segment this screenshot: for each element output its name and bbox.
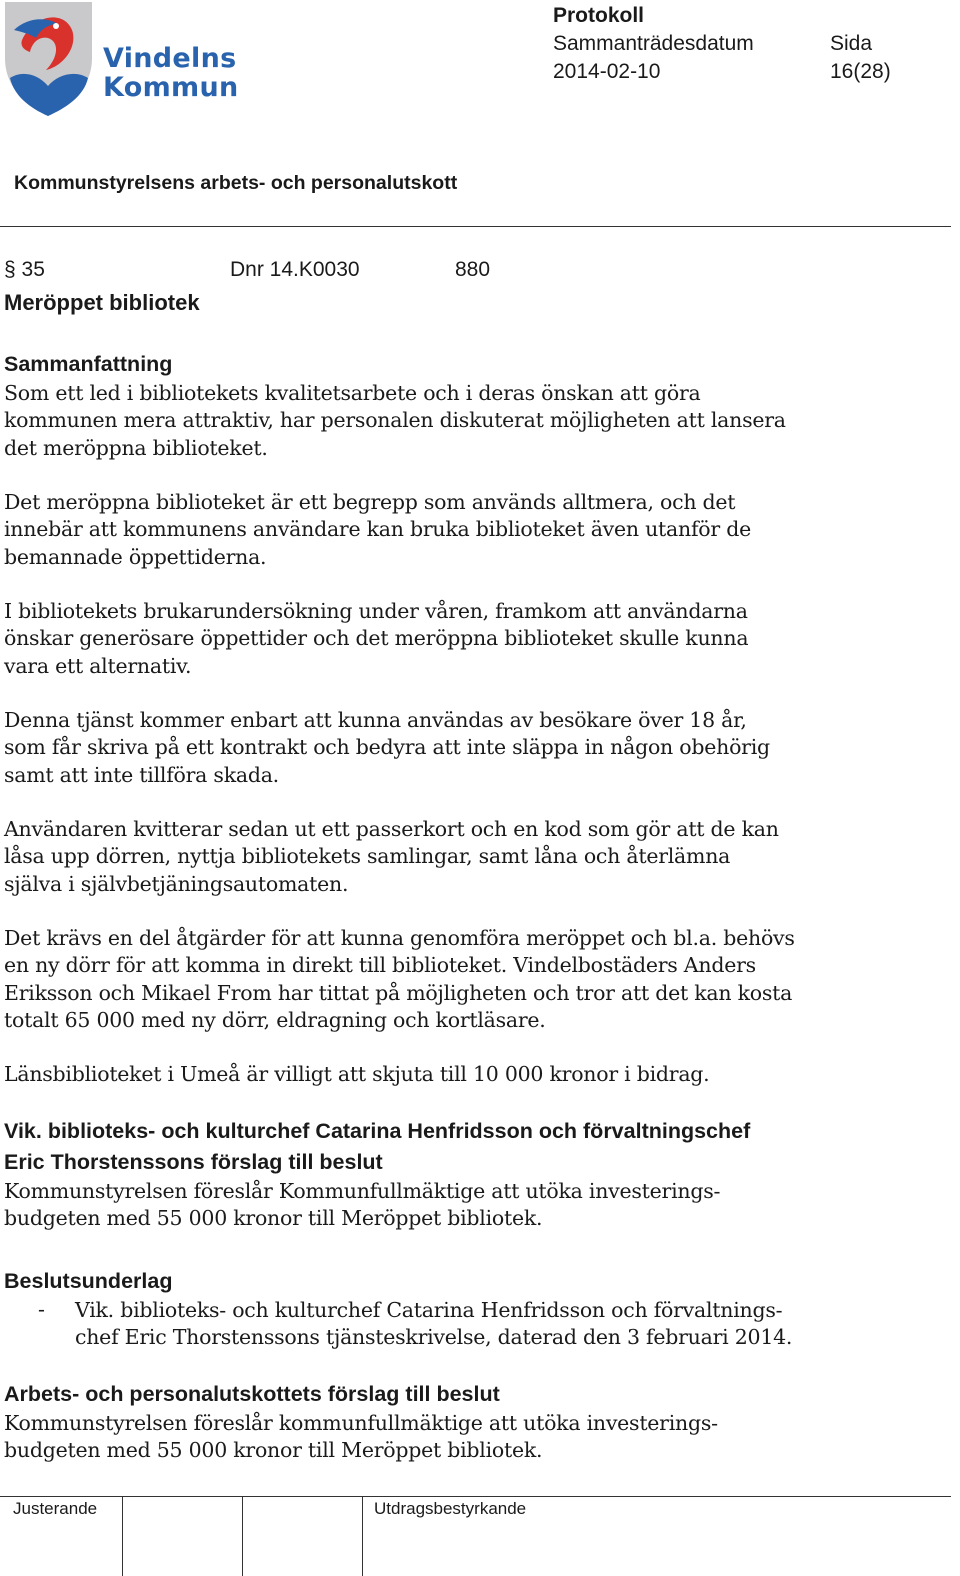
page-label: Sida: [830, 32, 873, 55]
basis-list-item: [75, 1297, 792, 1352]
heading-line: Vik. biblioteks- och kulturchef Catarina Henfridsson och förvaltningschef: [4, 1119, 751, 1143]
footer-cell-divider: [242, 1496, 243, 1576]
text-line: Det meröppna biblioteket är ett begrepp som används alltmera, och det: [4, 490, 736, 514]
summary-paragraph-1: [4, 380, 834, 462]
diary-number: Dnr 14.K0030: [230, 258, 360, 281]
text-line: Eriksson och Mikael From har tittat på möjligheten och tror att det kan kosta: [4, 980, 793, 1005]
text-line: vara ett alternativ.: [4, 653, 192, 678]
summary-paragraph-6: [4, 925, 834, 1034]
section-title: Meröppet bibliotek: [4, 290, 200, 315]
text-line: en ny dörr för att komma in direkt till biblioteket. Vindelbostäders Anders: [4, 953, 756, 978]
bullet-marker: -: [38, 1297, 45, 1321]
paragraph-number: § 35: [4, 258, 45, 281]
header-divider: [0, 226, 951, 227]
text-line: det meröppna biblioteket.: [4, 435, 268, 460]
text-line: som får skriva på ett kontrakt och bedyra att inte släppa in någon obehörig: [4, 735, 770, 760]
committee-proposal-heading: [4, 1379, 834, 1410]
text-line: Som ett led i bibliotekets kvalitetsarbete och i deras önskan att göra: [4, 381, 701, 405]
summary-paragraph-2: [4, 489, 834, 571]
text-line: Kommunstyrelsen föreslår Kommunfullmäktige att utöka investerings-: [4, 1179, 721, 1203]
archive-code: 880: [455, 258, 491, 281]
basis-heading-text: Beslutsunderlag: [4, 1269, 173, 1293]
text-line: önskar generösare öppettider och det meröppna biblioteket skulle kunna: [4, 626, 749, 651]
logo-line-1: Vindelns: [103, 43, 237, 74]
text-line: Kommunstyrelsen föreslår kommunfullmäktige att utöka investerings-: [4, 1411, 718, 1435]
text-line: totalt 65 000 med ny dörr, eldragning och kortläsare.: [4, 1007, 546, 1032]
logo-line-2: Kommun: [103, 72, 239, 103]
text-line: I bibliotekets brukarundersökning under våren, framkom att användarna: [4, 599, 748, 623]
text-line: budgeten med 55 000 kronor till Meröppet bibliotek.: [4, 1438, 543, 1463]
page-number: 16(28): [830, 60, 891, 83]
text-line: själva i självbetjäningsautomaten.: [4, 871, 349, 896]
text-line: Länsbiblioteket i Umeå är villigt att skjuta till 10 000 kronor i bidrag.: [4, 1062, 710, 1086]
logo-wordmark: [103, 44, 239, 102]
summary-paragraph-7: [4, 1061, 834, 1088]
text-line: bemannade öppettiderna.: [4, 544, 267, 569]
committee-name: Kommunstyrelsens arbets- och personalutskott: [14, 172, 458, 194]
heading-line: Eric Thorstenssons förslag till beslut: [4, 1150, 383, 1174]
proposal-text: [4, 1178, 834, 1233]
footer-cell-divider: [362, 1496, 363, 1576]
text-line: kommunen mera attraktiv, har personalen diskuterat möjligheten att lansera: [4, 408, 786, 433]
meeting-date-label: Sammanträdesdatum: [553, 32, 754, 55]
committee-proposal-text: [4, 1410, 834, 1465]
proposal-heading: [4, 1116, 834, 1178]
utdragsbestyrkande-label: Utdragsbestyrkande: [374, 1499, 527, 1518]
summary-heading: [4, 349, 834, 380]
heading-line: Arbets- och personalutskottets förslag till beslut: [4, 1382, 500, 1406]
text-line: Användaren kvitterar sedan ut ett passerkort och en kod som gör att de kan: [4, 817, 779, 841]
text-line: Vik. biblioteks- och kulturchef Catarina Henfridsson och förvaltnings-: [75, 1298, 783, 1322]
summary-heading-text: Sammanfattning: [4, 352, 173, 376]
text-line: innebär att kommunens användare kan bruka biblioteket även utanför de: [4, 517, 751, 542]
text-line: Denna tjänst kommer enbart att kunna användas av besökare över 18 år,: [4, 708, 747, 732]
footer-cell-divider: [122, 1496, 123, 1576]
text-line: samt att inte tillföra skada.: [4, 762, 279, 787]
meeting-date: 2014-02-10: [553, 60, 661, 83]
summary-paragraph-5: [4, 816, 834, 898]
text-line: chef Eric Thorstenssons tjänsteskrivelse, daterad den 3 februari 2014.: [75, 1325, 793, 1350]
text-line: Det krävs en del åtgärder för att kunna genomföra meröppet och bl.a. behövs: [4, 926, 795, 950]
basis-heading: [4, 1266, 834, 1297]
summary-paragraph-4: [4, 707, 834, 789]
text-line: budgeten med 55 000 kronor till Meröppet bibliotek.: [4, 1206, 543, 1231]
text-line: låsa upp dörren, nyttja bibliotekets samlingar, samt låna och återlämna: [4, 844, 731, 869]
document-type: Protokoll: [553, 4, 645, 27]
justerande-label: Justerande: [13, 1499, 98, 1518]
summary-paragraph-3: [4, 598, 834, 680]
footer-divider: [0, 1496, 951, 1497]
